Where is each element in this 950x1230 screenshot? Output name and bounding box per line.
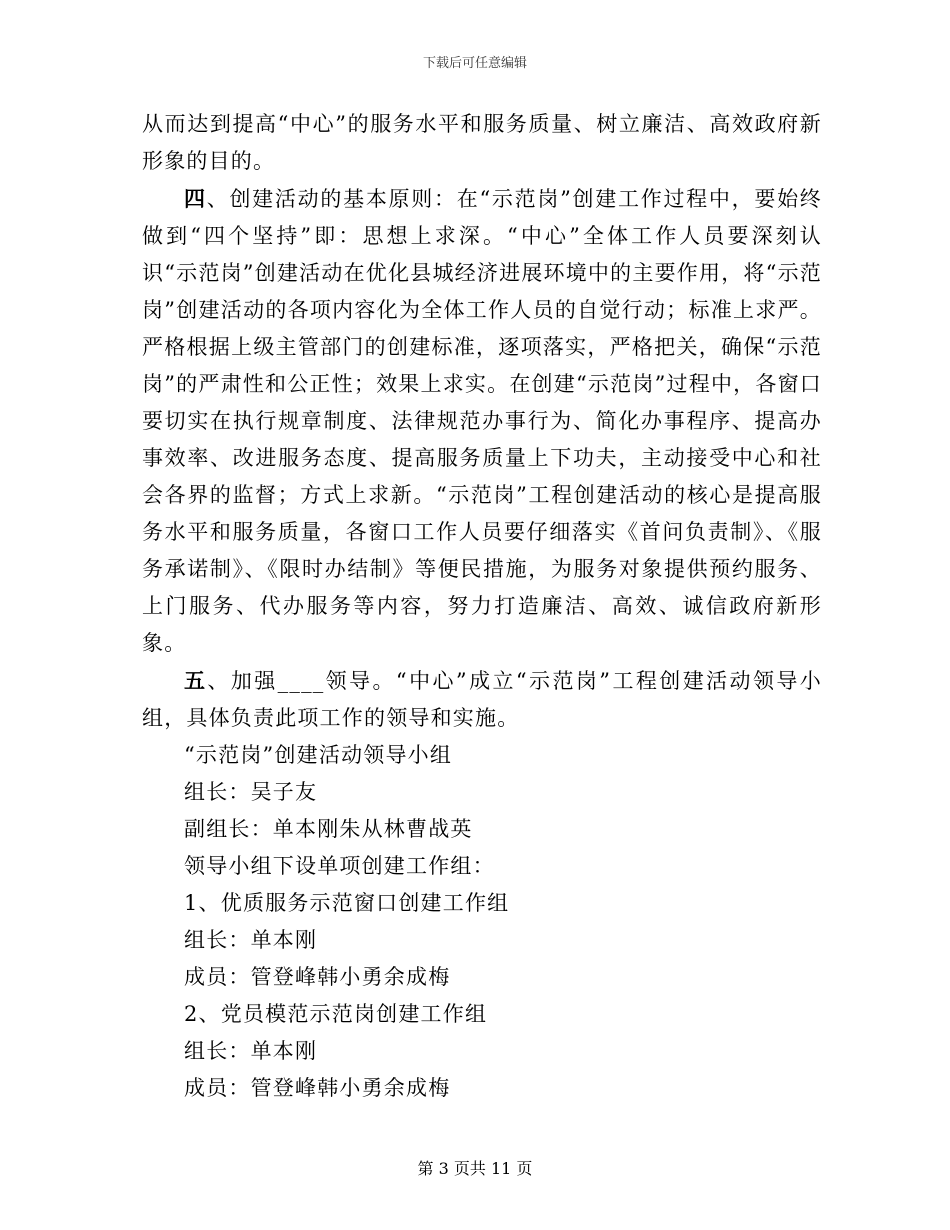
paragraph-1: 从而达到提高“中心”的服务水平和服务质量、树立廉洁、高效政府新形象的目的。 — [142, 112, 822, 173]
section-text: 、加强____领导。“中心”成立“示范岗”工程创建活动领导小组，具体负责此项工作的领导和实施。 — [142, 669, 822, 730]
paragraph-section-5 — [142, 662, 822, 737]
list-line: 副组长：单本刚朱从林曹战英 — [184, 817, 473, 841]
list-line: 2、党员模范示范岗创建工作组 — [184, 1002, 488, 1026]
list-line: 组长：单本刚 — [184, 928, 318, 952]
section-text: 、创建活动的基本原则：在“示范岗”创建工作过程中，要始终做到“四个坚持”即：思想上求深。“中心”全体工作人员要深刻认识“示范岗”创建活动在优化县城经济进展环境中的主要作用，将“示范岗”创建活动的各项内容化为全体工作人员的自觉行动；标准上求严。严格根据上级主管部门的创建标准，逐项落实，严格把关，确保“示范岗”的严肃性和公正性；效果上求实。在创建“示范岗”过程中，各窗口要切实在执行规章制度、法律规范办事行为、简化办事程序、提高办事效率、改进服务态度、提高服务质量上下功夫，主动接受中心和社会各界的监督；方式上求新。“示范岗”工程创建活动的核心是提高服务水平和服务质量，各窗口工作人员要仔细落实《首问负责制》、《服务承诺制》、《限时办结制》等便民措施，为服务对象提供预约服务、上门服务、代办服务等内容，努力打造廉洁、高效、诚信政府新形象。 — [142, 187, 822, 655]
list-line: 领导小组下设单项创建工作组： — [184, 854, 495, 878]
list-line: 成员：管登峰韩小勇余成梅 — [184, 1076, 451, 1100]
paragraph-section-4 — [142, 180, 822, 662]
section-number: 五 — [184, 668, 208, 693]
list-line: “示范岗”创建活动领导小组 — [184, 743, 453, 767]
list-line: 组长：吴子友 — [184, 780, 318, 804]
page-footer: 第 3 页共 11 页 — [417, 1159, 533, 1178]
page-header: 下载后可任意编辑 — [422, 56, 527, 71]
list-line: 1、优质服务示范窗口创建工作组 — [184, 891, 510, 915]
list-line: 组长：单本刚 — [184, 1039, 318, 1063]
list-line: 成员：管登峰韩小勇余成梅 — [184, 965, 451, 989]
section-number: 四 — [184, 186, 207, 211]
document-body — [142, 106, 822, 1107]
